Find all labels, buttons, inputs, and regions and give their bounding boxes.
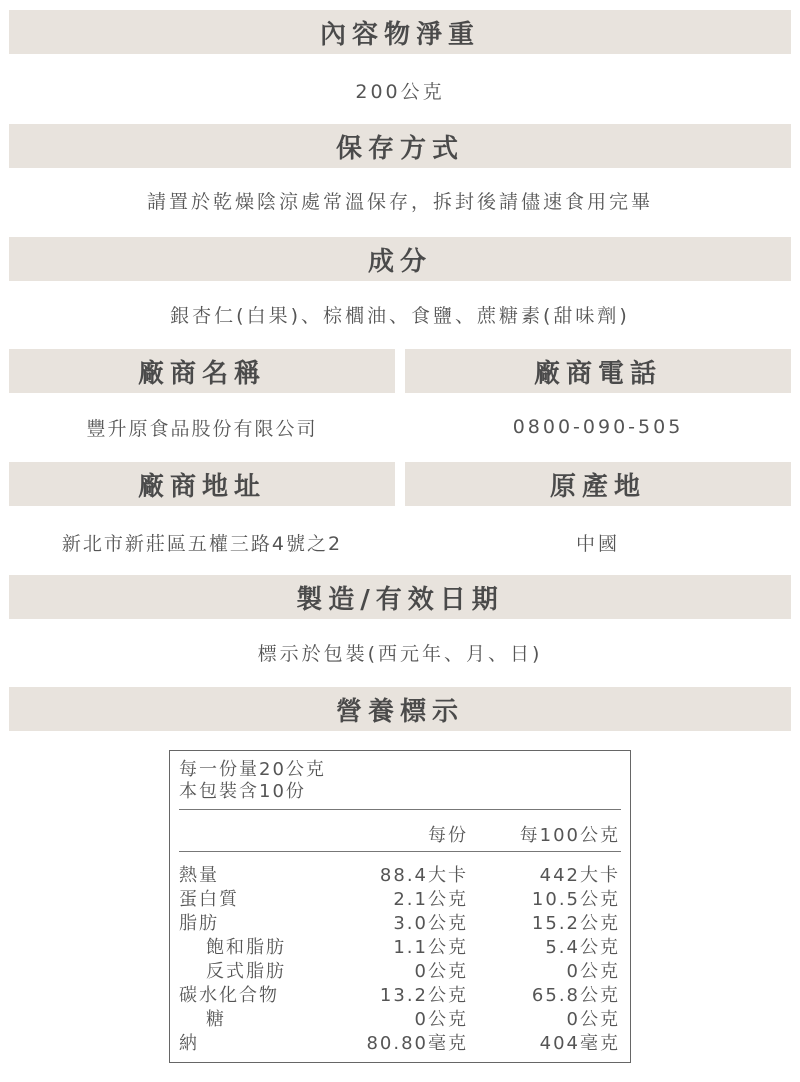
table-divider <box>179 809 621 810</box>
nutrient-per-serving: 3.0公克 <box>393 913 468 934</box>
servings-per-package: 本包裝含10份 <box>179 781 306 802</box>
nutrient-per-serving: 13.2公克 <box>379 985 468 1006</box>
table-divider <box>179 851 621 852</box>
nutrient-name: 納 <box>179 1033 199 1054</box>
nutrient-name: 熱量 <box>179 865 219 886</box>
nutrient-per-serving: 0公克 <box>414 1009 468 1030</box>
nutrient-per-100g: 5.4公克 <box>545 937 620 958</box>
col-per-100g-header: 每100公克 <box>519 825 620 846</box>
table-row <box>179 1005 620 1029</box>
nutrition-table <box>169 750 631 1063</box>
table-row <box>179 885 620 909</box>
nutrient-per-100g: 65.8公克 <box>531 985 620 1006</box>
nutrient-name: 碳水化合物 <box>179 985 279 1006</box>
manufacturer-name-value: 豐升原食品股份有限公司 <box>86 417 318 440</box>
nutrient-per-serving: 80.80毫克 <box>366 1033 468 1054</box>
origin-value: 中國 <box>575 532 620 555</box>
nutrient-per-serving: 2.1公克 <box>393 889 468 910</box>
net-weight-value: 200公克 <box>355 80 445 103</box>
storage-header: 保存方式 <box>9 124 791 168</box>
nutrient-name: 脂肪 <box>179 913 219 934</box>
ingredients-header: 成分 <box>9 237 791 281</box>
manufacturer-phone-value: 0800-090-505 <box>512 416 684 438</box>
manufacturer-phone-header: 廠商電話 <box>405 349 791 393</box>
serving-size: 每一份量20公克 <box>179 759 326 780</box>
serving-info <box>179 759 326 803</box>
nutrient-per-100g: 404毫克 <box>539 1033 620 1054</box>
manufacturer-name-header: 廠商名稱 <box>9 349 395 393</box>
nutrient-per-serving: 1.1公克 <box>393 937 468 958</box>
nutrient-per-100g: 0公克 <box>566 1009 620 1030</box>
nutrient-per-100g: 0公克 <box>566 961 620 982</box>
table-row <box>179 957 620 981</box>
col-per-serving-header: 每份 <box>428 825 468 846</box>
nutrition-header: 營養標示 <box>9 687 791 731</box>
origin-header: 原產地 <box>405 462 791 506</box>
dates-value: 標示於包裝(西元年、月、日) <box>257 642 543 665</box>
ingredients-value: 銀杏仁(白果)、棕櫚油、食鹽、蔗糖素(甜味劑) <box>170 304 630 327</box>
nutrient-per-100g: 10.5公克 <box>531 889 620 910</box>
table-row <box>179 1029 620 1053</box>
storage-value: 請置於乾燥陰涼處常溫保存，拆封後請儘速食用完畢 <box>146 190 653 213</box>
nutrient-name: 糖 <box>206 1009 226 1030</box>
nutrient-per-100g: 442大卡 <box>539 865 620 886</box>
nutrient-name: 飽和脂肪 <box>206 937 286 958</box>
nutrient-per-serving: 88.4大卡 <box>379 865 468 886</box>
net-weight-header: 內容物淨重 <box>9 10 791 54</box>
manufacturer-address-header: 廠商地址 <box>9 462 395 506</box>
dates-header: 製造/有效日期 <box>9 575 791 619</box>
table-row <box>179 861 620 885</box>
nutrient-per-100g: 15.2公克 <box>531 913 620 934</box>
table-row <box>179 933 620 957</box>
nutrient-name: 蛋白質 <box>179 889 239 910</box>
table-row <box>179 909 620 933</box>
nutrient-per-serving: 0公克 <box>414 961 468 982</box>
table-row <box>179 981 620 1005</box>
nutrient-name: 反式脂肪 <box>206 961 286 982</box>
manufacturer-address-value: 新北市新莊區五權三路4號之2 <box>61 532 343 555</box>
